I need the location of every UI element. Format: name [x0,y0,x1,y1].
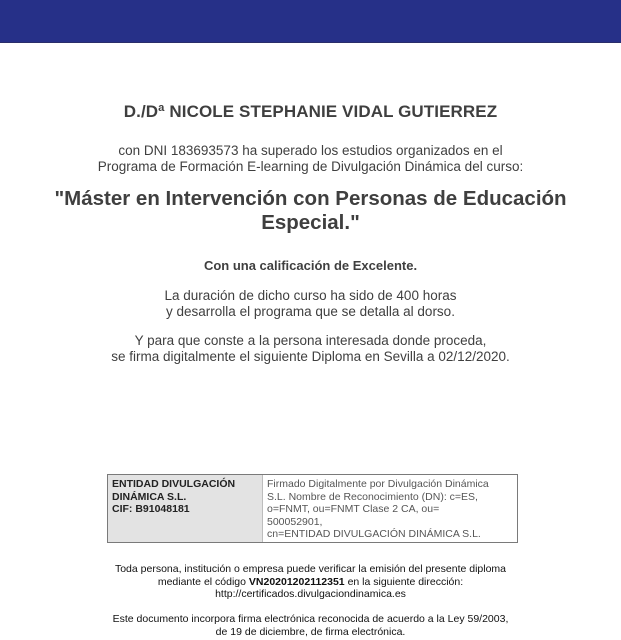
signing-text [0,333,621,365]
signature-details-cell [263,475,517,542]
signature-detail-line: o=FNMT, ou=FNMT Clase 2 CA, ou= [267,503,440,515]
header-band [0,0,621,43]
duration-text [0,288,621,320]
verification-code: VN20201202112351 [248,575,345,588]
signature-entity-cell [108,475,263,542]
signing-line-2: se firma digitalmente el siguiente Diploma en Sevilla a 02/12/2020. [111,349,510,364]
intro-line-1: con DNI 183693573 ha superado los estudios organizados en el [118,143,503,158]
course-title: "Máster en Intervención con Personas de Educación Especial." [54,187,567,234]
entity-name-line-1: ENTIDAD DIVULGACIÓN [112,478,236,490]
signature-detail-line: 500052901, [267,515,323,528]
signature-box [107,474,518,543]
verification-prefix: mediante el código [157,575,249,588]
duration-line-2: y desarrolla el programa que se detalla al dorso. [166,304,455,319]
intro-text [0,143,621,175]
entity-cif: CIF: B91048181 [112,503,190,515]
intro-line-2: Programa de Formación E-learning de Divulgación Dinámica del curso: [97,159,524,174]
legal-text [0,613,621,638]
signing-line-1: Y para que conste a la persona interesada donde proceda, [134,333,487,348]
recipient-name: D./Dª NICOLE STEPHANIE VIDAL GUTIERREZ [123,102,498,121]
verification-suffix: en la siguiente dirección: [344,575,464,588]
entity-name-line-2: DINÁMICA S.L. [112,490,187,503]
grade-text: Con una calificación de Excelente. [203,258,418,273]
duration-line-1: La duración de dicho curso ha sido de 400 horas [164,288,457,303]
verification-text [0,563,621,601]
signature-detail-line: Firmado Digitalmente por Divulgación Dinámica [267,478,489,490]
verification-url[interactable]: http://certificados.divulgaciondinamica.es [215,588,406,600]
verification-line-1: Toda persona, institución o empresa puede verificar la emisión del presente diploma [114,563,507,575]
verification-line-2 [0,576,621,589]
signature-detail-line: cn=ENTIDAD DIVULGACIÓN DINÁMICA S.L. [267,528,481,540]
legal-line-2: de 19 de diciembre, de firma electrónica. [215,625,406,638]
signature-detail-line: S.L. Nombre de Reconocimiento (DN): c=ES, [267,490,478,503]
legal-line-1: Este documento incorpora firma electrónica reconocida de acuerdo a la Ley 59/2003, [112,613,509,625]
